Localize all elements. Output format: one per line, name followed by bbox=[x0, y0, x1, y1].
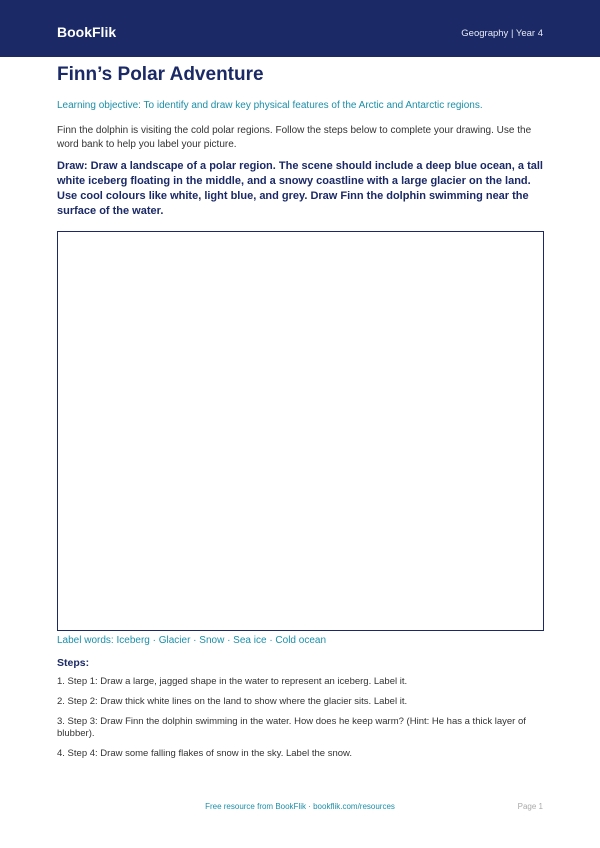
step-item: 3. Step 3: Draw Finn the dolphin swimming in the water. How does he keep warm? (Hint: He has a thick layer of blubber). bbox=[57, 716, 526, 739]
subject-year-label: Geography | Year 4 bbox=[461, 28, 543, 39]
intro-paragraph: Finn the dolphin is visiting the cold polar regions. Follow the steps below to complete your drawing. Use the word bank to help you label your picture. bbox=[57, 125, 532, 150]
step-item: 4. Step 4: Draw some falling flakes of snow in the sky. Label the snow. bbox=[57, 748, 353, 759]
steps-heading: Steps: bbox=[57, 657, 90, 669]
drawing-instruction: Draw: Draw a landscape of a polar region. The scene should include a deep blue ocean, a tall white iceberg floating in the middle, and a snowy coastline with a large glacier on the land. Use cool colours like white, light blue, and grey. Draw Finn the dolphin swimming near the surface of the water. bbox=[57, 160, 543, 217]
header-bar bbox=[0, 0, 600, 57]
footer-resource-link[interactable]: Free resource from BookFlik · bookflik.com/resources bbox=[205, 802, 395, 811]
brand-logo-text[interactable]: BookFlik bbox=[57, 24, 117, 40]
worksheet-title: Finn’s Polar Adventure bbox=[57, 64, 264, 85]
label-word-bank: Label words: Iceberg · Glacier · Snow · Sea ice · Cold ocean bbox=[57, 635, 327, 646]
drawing-area[interactable] bbox=[57, 231, 544, 631]
step-item: 2. Step 2: Draw thick white lines on the land to show where the glacier sits. Label it. bbox=[57, 696, 408, 707]
page-number: Page 1 bbox=[517, 802, 543, 811]
steps-list bbox=[57, 676, 547, 768]
step-item: 1. Step 1: Draw a large, jagged shape in the water to represent an iceberg. Label it. bbox=[57, 676, 408, 687]
learning-objective: Learning objective: To identify and draw key physical features of the Arctic and Antarctic regions. bbox=[57, 100, 483, 111]
